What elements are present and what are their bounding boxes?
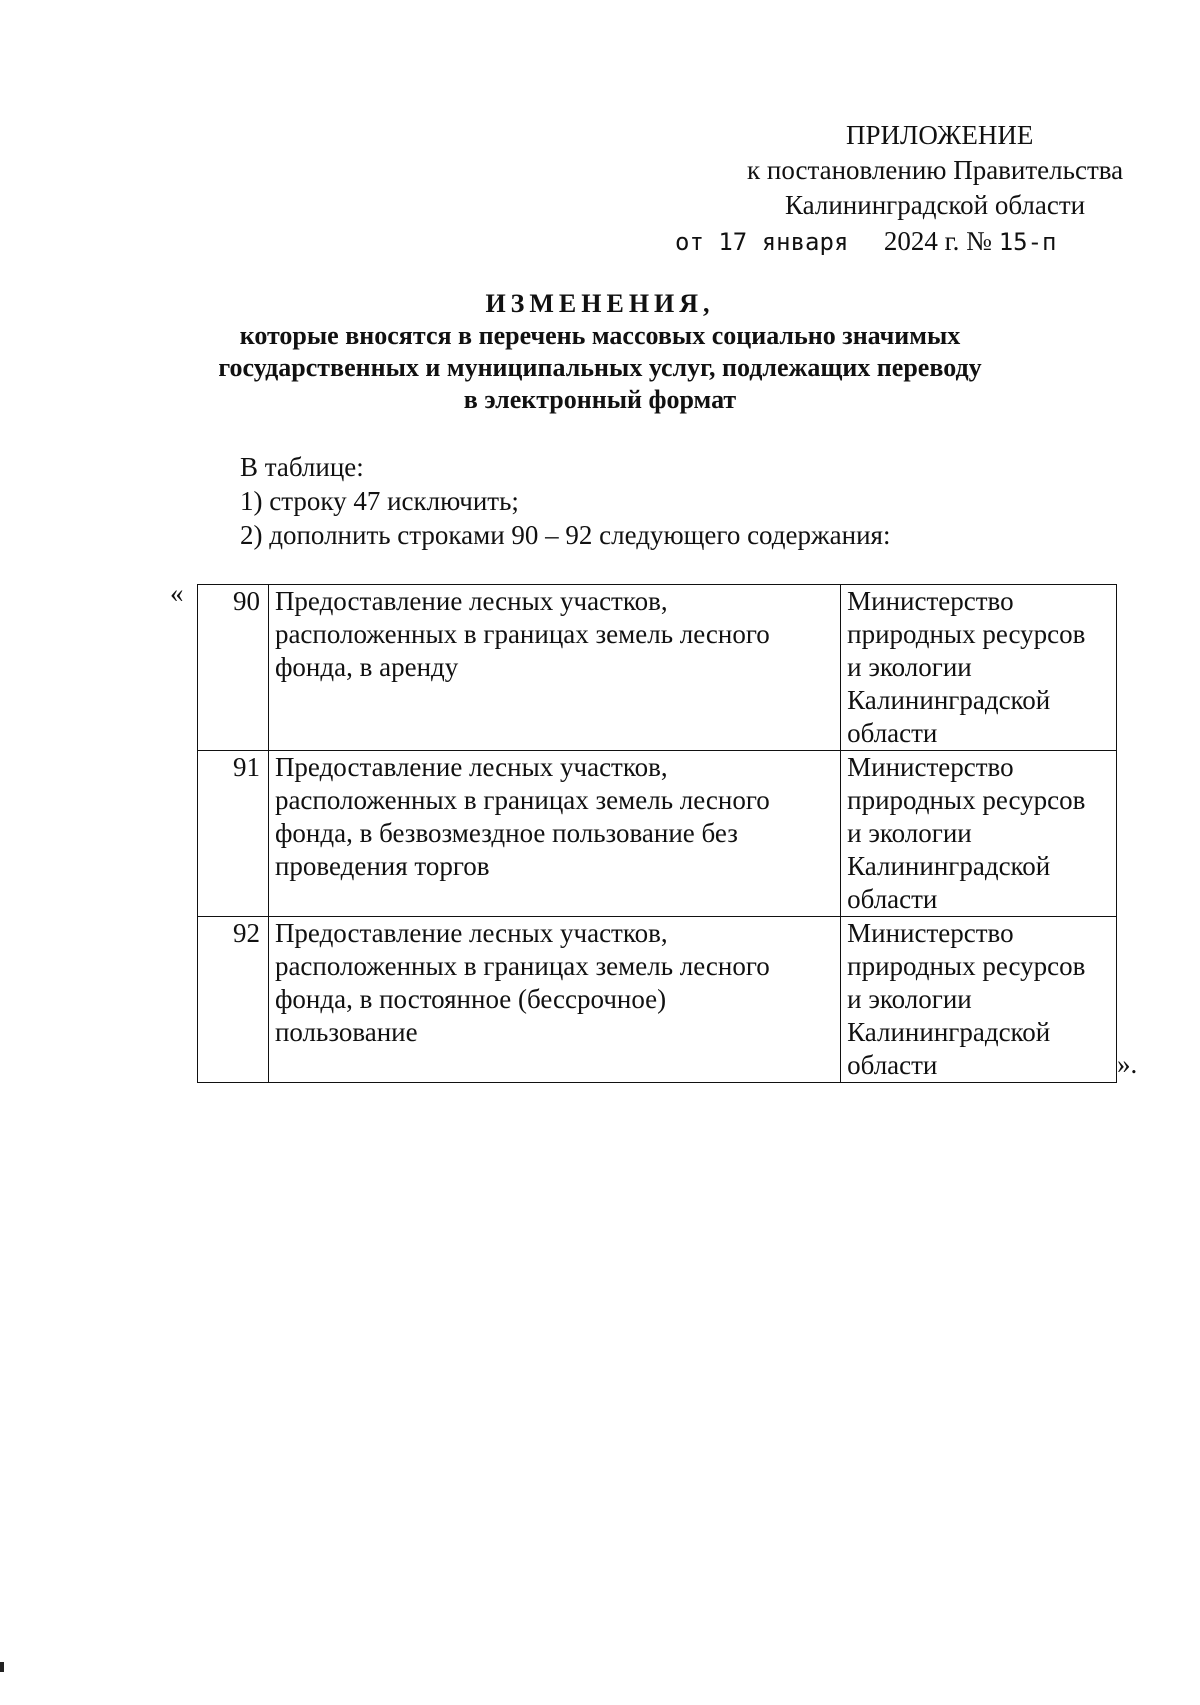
service-line: пользование bbox=[274, 1017, 418, 1047]
instructions-item-2: 2) дополнить строками 90 – 92 следующего содержания: bbox=[240, 520, 891, 550]
heading-line-3: в электронный формат bbox=[463, 385, 737, 414]
authority-line: Калининградской bbox=[847, 685, 1051, 715]
instructions-item-1: 1) строку 47 исключить; bbox=[240, 486, 519, 516]
service-line: проведения торгов bbox=[274, 851, 490, 881]
instructions bbox=[240, 450, 890, 552]
heading-line-1: которые вносятся в перечень массовых социально значимых bbox=[239, 321, 961, 350]
authority-line: и экологии bbox=[847, 652, 972, 682]
changes-table bbox=[197, 584, 1117, 1083]
closing-quote-mark: ». bbox=[1117, 1049, 1138, 1079]
authority-line: области bbox=[847, 884, 938, 914]
service-line: фонда, в аренду bbox=[274, 652, 459, 682]
instructions-intro: В таблице: bbox=[240, 452, 364, 482]
authority-line: природных ресурсов bbox=[847, 785, 1086, 815]
authority-line: Калининградской bbox=[847, 1017, 1051, 1047]
service-cell bbox=[268, 751, 840, 917]
authority-cell bbox=[841, 751, 1117, 917]
appendix-region-line: Калининградской области bbox=[785, 190, 1086, 220]
opening-quote-mark: « bbox=[170, 578, 184, 608]
service-line: Предоставление лесных участков, bbox=[274, 752, 668, 782]
table-row bbox=[198, 751, 1117, 917]
service-line: Предоставление лесных участков, bbox=[274, 586, 668, 616]
row-number: 92 bbox=[198, 917, 269, 1083]
scan-edge-mark bbox=[0, 1662, 4, 1672]
appendix-year: 2024 г. № bbox=[883, 226, 992, 256]
heading-line-2: государственных и муниципальных услуг, подлежащих переводу bbox=[218, 353, 982, 382]
heading-title: ИЗМЕНЕНИЯ, bbox=[485, 289, 715, 318]
service-line: расположенных в границах земель лесного bbox=[274, 619, 770, 649]
authority-line: области bbox=[847, 718, 938, 748]
service-line: фонда, в безвозмездное пользование без bbox=[274, 818, 738, 848]
authority-line: природных ресурсов bbox=[847, 951, 1086, 981]
service-line: Предоставление лесных участков, bbox=[274, 918, 668, 948]
table-row bbox=[198, 585, 1117, 751]
authority-line: и экологии bbox=[847, 818, 972, 848]
service-line: расположенных в границах земель лесного bbox=[274, 951, 770, 981]
service-cell bbox=[268, 585, 840, 751]
row-number: 90 bbox=[198, 585, 269, 751]
service-line: фонда, в постоянное (бессрочное) bbox=[274, 984, 667, 1014]
authority-line: и экологии bbox=[847, 984, 972, 1014]
authority-line: Министерство bbox=[847, 752, 1014, 782]
authority-line: Министерство bbox=[847, 918, 1014, 948]
service-cell bbox=[268, 917, 840, 1083]
authority-line: природных ресурсов bbox=[847, 619, 1086, 649]
authority-line: Калининградской bbox=[847, 851, 1051, 881]
authority-cell bbox=[841, 917, 1117, 1083]
appendix-resolution-line: к постановлению Правительства bbox=[747, 155, 1124, 185]
appendix-doc-number: 15-п bbox=[998, 228, 1057, 256]
appendix-date: от 17 января bbox=[675, 228, 849, 256]
authority-line: области bbox=[847, 1050, 938, 1080]
document-heading bbox=[150, 288, 1050, 416]
appendix-header bbox=[660, 118, 1140, 260]
table-row bbox=[198, 917, 1117, 1083]
authority-line: Министерство bbox=[847, 586, 1014, 616]
authority-cell bbox=[841, 585, 1117, 751]
service-line: расположенных в границах земель лесного bbox=[274, 785, 770, 815]
appendix-date-line bbox=[660, 224, 1140, 260]
row-number: 91 bbox=[198, 751, 269, 917]
appendix-title: ПРИЛОЖЕНИЕ bbox=[846, 120, 1034, 150]
